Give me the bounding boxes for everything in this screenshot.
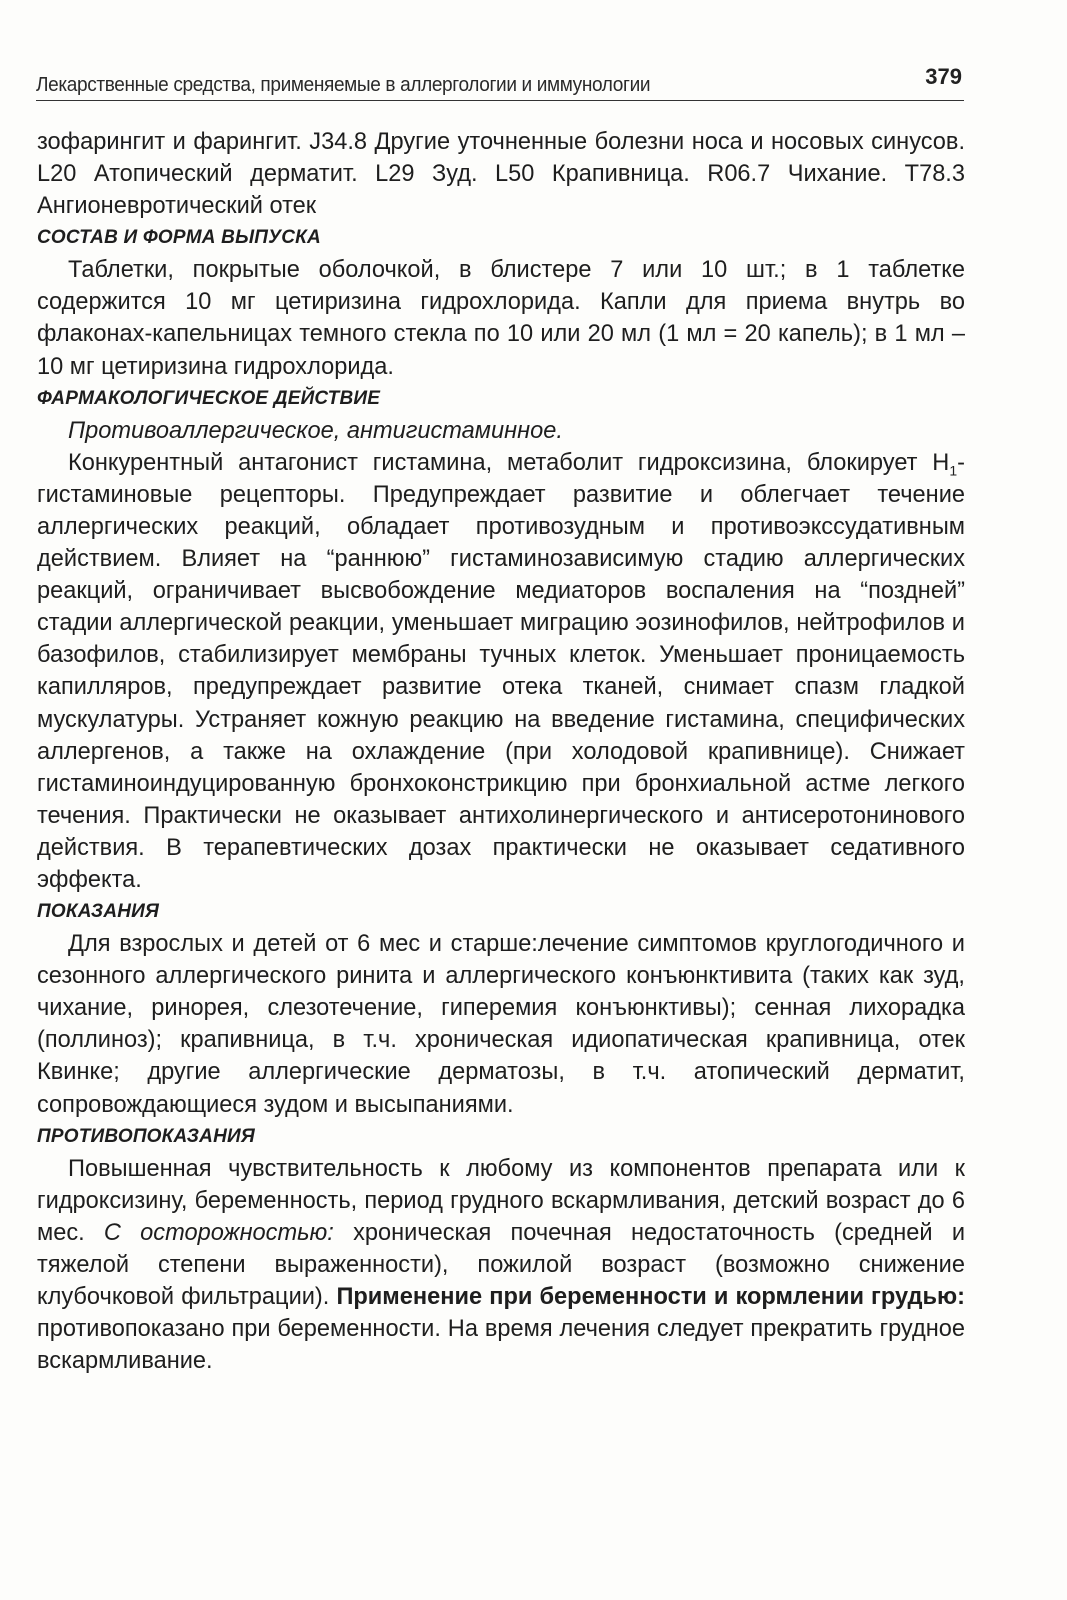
page-number: 379 [925,64,962,89]
h1-subscript: 1 [949,462,958,479]
contraindications-heading: ПРОТИВОПОКАЗАНИЯ [37,1125,255,1147]
contraindications-text-3: противопоказано при беременности. На время лечения следует прекратить грудное вскармливание. [37,1316,965,1375]
pharmacology-paragraph [37,447,965,896]
pharmacology-text-start: Конкурентный антагонист гистамина, метаболит гидроксизина, блокирует H [68,449,950,476]
running-header [36,62,964,101]
intro-paragraph: зофарингит и фарингит. J34.8 Другие уточненные болезни носа и носовых синусов. L20 Атопический дерматит. L29 Зуд. L50 Крапивница. R06.7 Чихание. T78.3 Ангионевротический отек [37,129,965,220]
pharmacology-text-end: -гистаминовые рецепторы. Предупреждает развитие и облегчает течение аллергических реакций, обладает противозудным и противоэкссудативным действием. Влияет на “раннюю” гистаминозависимую стадию аллергических реакций, ограничивает высвобождение медиаторов воспаления на “поздней” стадии аллергической реакции, уменьшает миграцию эозинофилов, нейтрофилов и базофилов, стабилизирует мембраны тучных клеток. Уменьшает проницаемость капилляров, предупреждает развитие отека тканей, снимает спазм гладкой мускулатуры. Устраняет кожную реакцию на введение гистамина, специфических аллергенов, а также на охлаждение (при холодовой крапивнице). Снижает гистаминоиндуцированную бронхоконстрикцию при бронхиальной астме легкого течения. Практически не оказывает антихолинергического и антисеротонинового действия. В терапевтических дозах практически не оказывает седативного эффекта. [37,449,965,893]
contraindications-text-2: хроническая почечная недостаточность (средней и тяжелой степени выраженности), пожилой возраст (возможно снижение клубочковой фильтрации). [37,1219,965,1310]
contraindications-paragraph [37,1153,965,1378]
pharmacology-subtitle: Противоаллергическое, антигистаминное. [68,417,563,444]
composition-heading: СОСТАВ И ФОРМА ВЫПУСКА [37,227,321,249]
article-body [37,126,965,1377]
pharmacology-heading: ФАРМАКОЛОГИЧЕСКОЕ ДЕЙСТВИЕ [37,387,381,409]
composition-paragraph: Таблетки, покрытые оболочкой, в блистере 7 или 10 шт.; в 1 таблетке содержится 10 мг цетиризина гидрохлорида. Капли для приема внутрь во флаконах-капельницах темного стекла по 10 или 20 мл (1 мл = 20 капель); в 1 мл – 10 мг цетиризина гидрохлорида. [37,257,965,380]
running-title: Лекарственные средства, применяемые в аллергологии и иммунологии [36,73,651,96]
contraindications-text-1: Повышенная чувствительность к любому из компонентов препарата или к гидроксизину, беременность, период грудного вскармливания, детский возраст до 6 мес. [37,1155,965,1246]
pregnancy-label: Применение при беременности и кормлении грудью: [336,1284,966,1310]
indications-paragraph: Для взрослых и детей от 6 мес и старше:лечение симптомов круглогодичного и сезонного аллергического ринита и аллергического конъюнктивита (таких как зуд, чихание, ринорея, слезотечение, гиперемия конъюнктивы); сенная лихорадка (поллиноз); крапивница, в т.ч. хроническая идиопатическая крапивница, отек Квинке; другие аллергические дерматозы, в т.ч. атопический дерматит, сопровождающиеся зудом и высыпаниями. [37,931,965,1118]
indications-heading: ПОКАЗАНИЯ [37,901,160,923]
caution-label: С осторожностью: [103,1219,334,1246]
